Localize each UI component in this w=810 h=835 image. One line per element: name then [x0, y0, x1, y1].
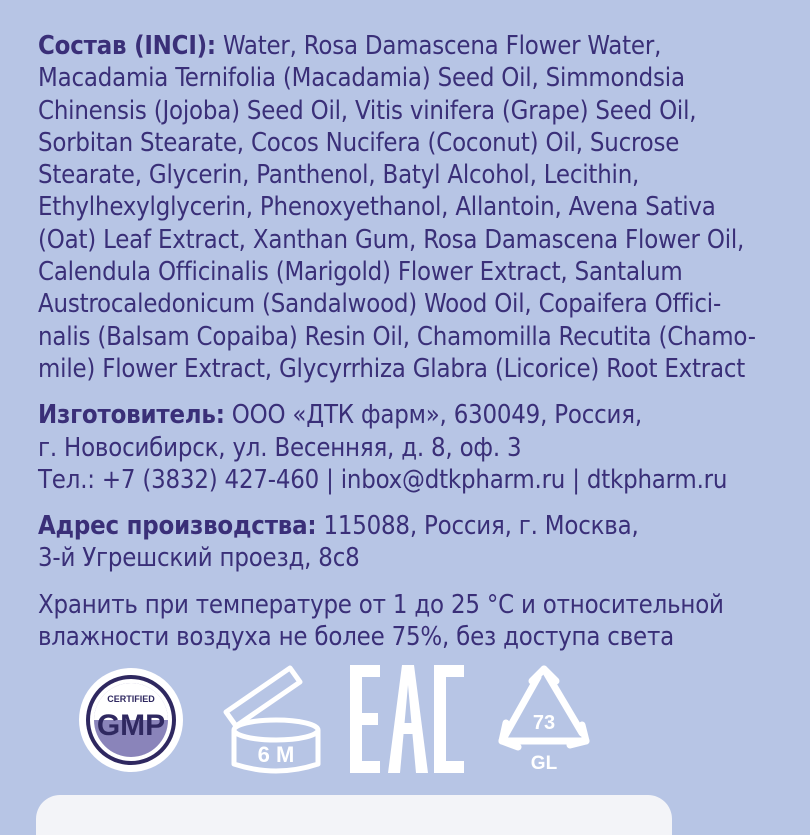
composition-line-9: Austrocaledonicum (Sandalwood) Wood Oil, Copaifera Offici-: [38, 289, 722, 320]
composition-line-3: Chinensis (Jojoba) Seed Oil, Vitis vinifera (Grape) Seed Oil,: [38, 95, 697, 126]
eac-mark-icon: [348, 663, 466, 775]
composition-line-4: Sorbitan Stearate, Cocos Nucifera (Coconut) Oil, Sucrose: [38, 127, 680, 158]
pao-text: 6 M: [257, 742, 295, 767]
composition-line-1: Состав (INCI): Water, Rosa Damascena Flower Water,: [38, 31, 662, 61]
manufacturer-contacts: Тел.: +7 (3832) 427-460 | inbox@dtkpharm.ru | dtkpharm.ru: [38, 464, 728, 495]
storage-line-1: Хранить при температуре от 1 до 25 °С и относительной: [38, 589, 724, 620]
manufacturer-line-1: Изготовитель: ООО «ДТК фарм», 630049, Россия,: [38, 400, 642, 431]
composition-label: Состав (INCI):: [38, 31, 216, 61]
composition-line-7: (Oat) Leaf Extract, Xanthan Gum, Rosa Damascena Flower Oil,: [38, 224, 745, 255]
storage-section: [38, 589, 778, 654]
production-address-line-1: Адрес производства: 115088, Россия, г. Москва,: [38, 511, 639, 542]
bottom-label-strip: [36, 795, 672, 835]
gmp-certified-badge-icon: [76, 665, 186, 775]
manufacturer-line-2: г. Новосибирск, ул. Весенняя, д. 8, оф. 3: [38, 432, 522, 463]
open-jar-icon: [218, 660, 328, 775]
production-address-line-2: 3-й Угрешский проезд, 8с8: [38, 543, 360, 574]
production-address-section: [38, 510, 778, 575]
composition-line-8: Calendula Officinalis (Marigold) Flower Extract, Santalum: [38, 257, 683, 288]
composition-section: [38, 30, 778, 385]
gmp-top-text: CERTIFIED: [107, 694, 155, 704]
composition-line-6: Ethylhexylglycerin, Phenoxyethanol, Allantoin, Avena Sativa: [38, 192, 716, 223]
certification-icons: [0, 655, 810, 773]
recycle-code: GL: [530, 753, 558, 773]
manufacturer-section: [38, 399, 778, 496]
label-text-area: [38, 30, 778, 653]
gmp-main-text: GMP: [96, 709, 166, 742]
composition-line-11: mile) Flower Extract, Glycyrrhiza Glabra (Licorice) Root Extract: [38, 353, 746, 384]
composition-line-2: Macadamia Ternifolia (Macadamia) Seed Oil, Simmondsia: [38, 63, 685, 94]
storage-line-2: влажности воздуха не более 75%, без доступа света: [38, 622, 674, 653]
composition-line-5: Stearate, Glycerin, Panthenol, Batyl Alcohol, Lecithin,: [38, 160, 640, 191]
composition-line-10: nalis (Balsam Copaiba) Resin Oil, Chamomilla Recutita (Chamo-: [38, 321, 756, 352]
manufacturer-label: Изготовитель:: [38, 400, 225, 431]
production-address-label: Адрес производства:: [38, 511, 317, 542]
recycle-number: 73: [532, 712, 556, 734]
recycle-icon: [494, 663, 594, 773]
